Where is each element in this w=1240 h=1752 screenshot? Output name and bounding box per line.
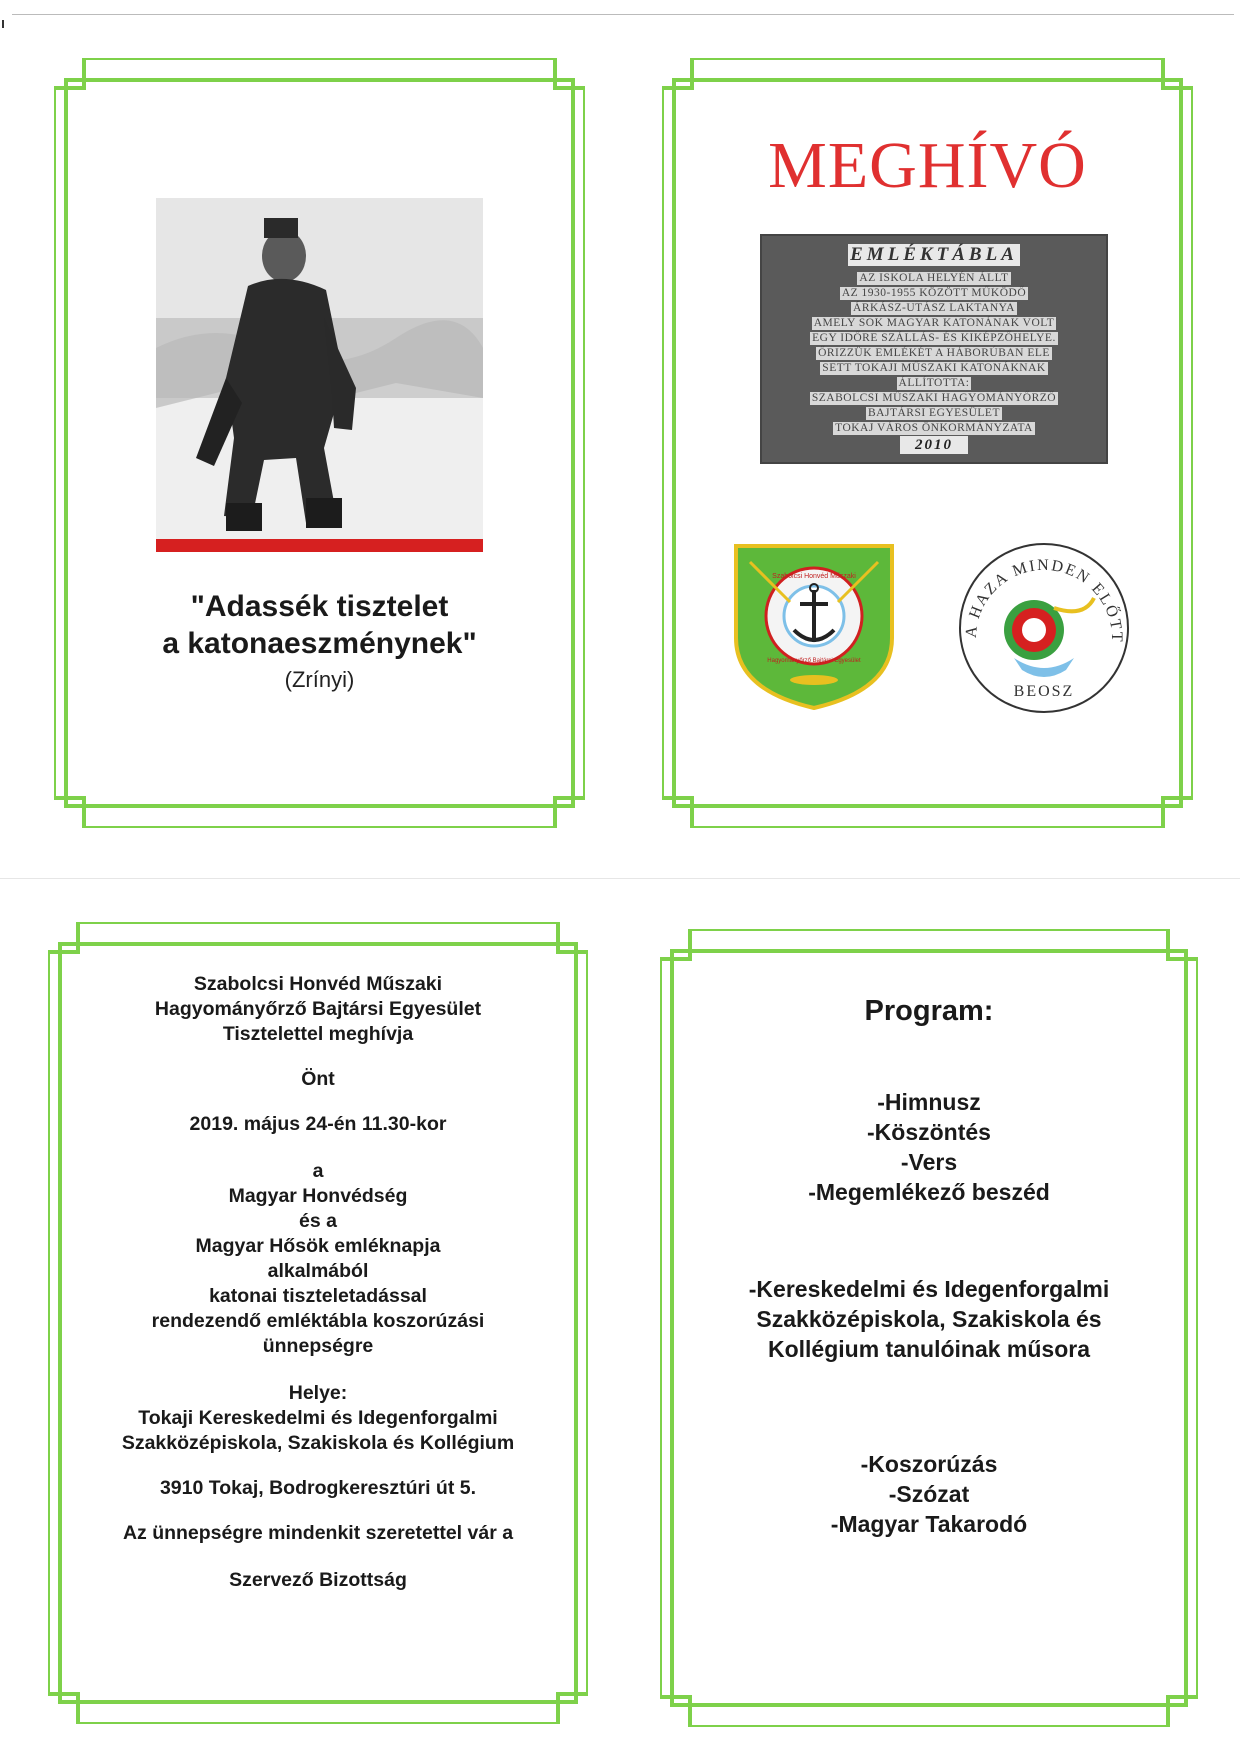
invite-line: katonai tiszteletadással (209, 1285, 427, 1307)
plaque-line: AZ 1930-1955 KÖZÖTT MŰKÖDŐ (841, 287, 1027, 299)
invite-line: a (312, 1160, 324, 1182)
invite-line (68, 1456, 568, 1476)
invite-line (68, 1359, 568, 1381)
invitation-text (68, 972, 568, 1593)
plaque-line: SETT TOKAJI MŰSZAKI KATONÁKNAK (822, 362, 1046, 374)
invite-line: Magyar Honvédség (228, 1185, 408, 1207)
invite-line: Tokaji Kereskedelmi és Idegenforgalmi (138, 1407, 498, 1429)
quote-line: a katonaeszménynek" (162, 627, 477, 660)
plaque-line: EGY IDŐRE SZÁLLÁS- ÉS KIKÉPZŐHELYE. (812, 332, 1056, 344)
plaque-line: ÁLLÍTOTTA: (898, 377, 970, 389)
invite-line: rendezendő emléktábla koszorúzási (151, 1310, 485, 1332)
photo-red-band (156, 539, 483, 552)
program-item: -Magyar Takarodó (830, 1511, 1028, 1537)
scan-mark (2, 20, 4, 28)
program-group-ceremony (660, 1087, 1198, 1207)
program-item: -Köszöntés (867, 1119, 991, 1145)
quote-author: (Zrínyi) (284, 667, 355, 692)
invite-line: Önt (301, 1068, 335, 1090)
seal-bottom-text: BEOSZ (1013, 683, 1075, 700)
plaque-heading: EMLÉKTÁBLA (848, 244, 1020, 266)
program-group-school (660, 1274, 1198, 1364)
plaque-line: ÁRKÁSZ-UTÁSZ LAKTANYA (853, 302, 1015, 314)
cover-panel (54, 58, 585, 828)
invite-line: Szabolcsi Honvéd Műszaki (193, 973, 443, 995)
invitation-title: MEGHÍVÓ (768, 129, 1087, 202)
association-shield-logo (730, 542, 898, 712)
program-item: Kollégium tanulóinak műsora (767, 1336, 1091, 1362)
invite-line: Helye: (288, 1382, 348, 1404)
plaque-line: ŐRIZZÜK EMLÉKÉT A HÁBORÚBAN ELE (818, 347, 1050, 359)
plaque-line: SZABOLCSI MŰSZAKI HAGYOMÁNYŐRZŐ (811, 392, 1057, 404)
invite-line: Szakközépiskola, Szakiskola és Kollégium (121, 1432, 515, 1454)
invite-line: és a (299, 1210, 337, 1232)
invite-line: Szervező Bizottság (229, 1569, 407, 1591)
plaque-text (772, 272, 1096, 437)
invite-line (68, 1092, 568, 1112)
invite-line (68, 1137, 568, 1159)
invite-line (68, 1546, 568, 1568)
program-item: -Kereskedelmi és Idegenforgalmi (748, 1276, 1110, 1302)
invite-line (68, 1501, 568, 1521)
invite-line: Az ünnepségre mindenkit szeretettel vár a (122, 1522, 514, 1544)
scan-top-line (12, 14, 1234, 15)
program-item: -Vers (900, 1149, 958, 1175)
program-panel (660, 929, 1198, 1727)
soldier-photo (156, 198, 483, 552)
plaque-line: AMELY SOK MAGYAR KATONÁNAK VOLT (813, 317, 1055, 329)
program-group-closing (660, 1449, 1198, 1539)
invite-line: ünnepségre (262, 1335, 374, 1357)
plaque-year: 2010 (900, 436, 968, 454)
quote-line: "Adassék tisztelet (190, 590, 449, 623)
shield-text-bottom: Hagyományőrző Bajtársi Egyesület (767, 658, 861, 664)
memorial-plaque-photo (760, 234, 1108, 464)
invite-line: Magyar Hősök emléknapja (195, 1235, 441, 1257)
plaque-line: BAJTÁRSI EGYESÜLET (868, 407, 1000, 419)
program-item: -Szózat (888, 1481, 970, 1507)
fold-line (0, 878, 1240, 879)
invite-line: alkalmából (267, 1260, 369, 1282)
program-item: -Koszorúzás (860, 1451, 998, 1477)
plaque-line: AZ ISKOLA HELYÉN ÁLLT (859, 272, 1009, 284)
program-item: Szakközépiskola, Szakiskola és (756, 1306, 1102, 1332)
invite-line: Tisztelettel meghívja (222, 1023, 414, 1045)
program-item: -Megemlékező beszéd (808, 1179, 1050, 1205)
invite-line: 2019. május 24-én 11.30-kor (189, 1113, 447, 1135)
shield-text-top: Szabolcsi Honvéd Műszaki (772, 573, 856, 580)
quote (94, 588, 545, 662)
beosz-seal-logo (954, 538, 1134, 718)
invite-line (68, 1047, 568, 1067)
seal-motto: A HAZA MINDEN ELŐTT (962, 556, 1126, 644)
front-panel (662, 58, 1193, 828)
invite-line: Hagyományőrző Bajtársi Egyesület (154, 998, 482, 1020)
invitation-panel (48, 922, 588, 1724)
plaque-line: TOKAJ VÁROS ÖNKORMÁNYZATA (835, 422, 1033, 434)
invite-line: 3910 Tokaj, Bodrogkeresztúri út 5. (159, 1477, 477, 1499)
program-item: -Himnusz (877, 1089, 981, 1115)
program-heading: Program: (864, 995, 994, 1027)
